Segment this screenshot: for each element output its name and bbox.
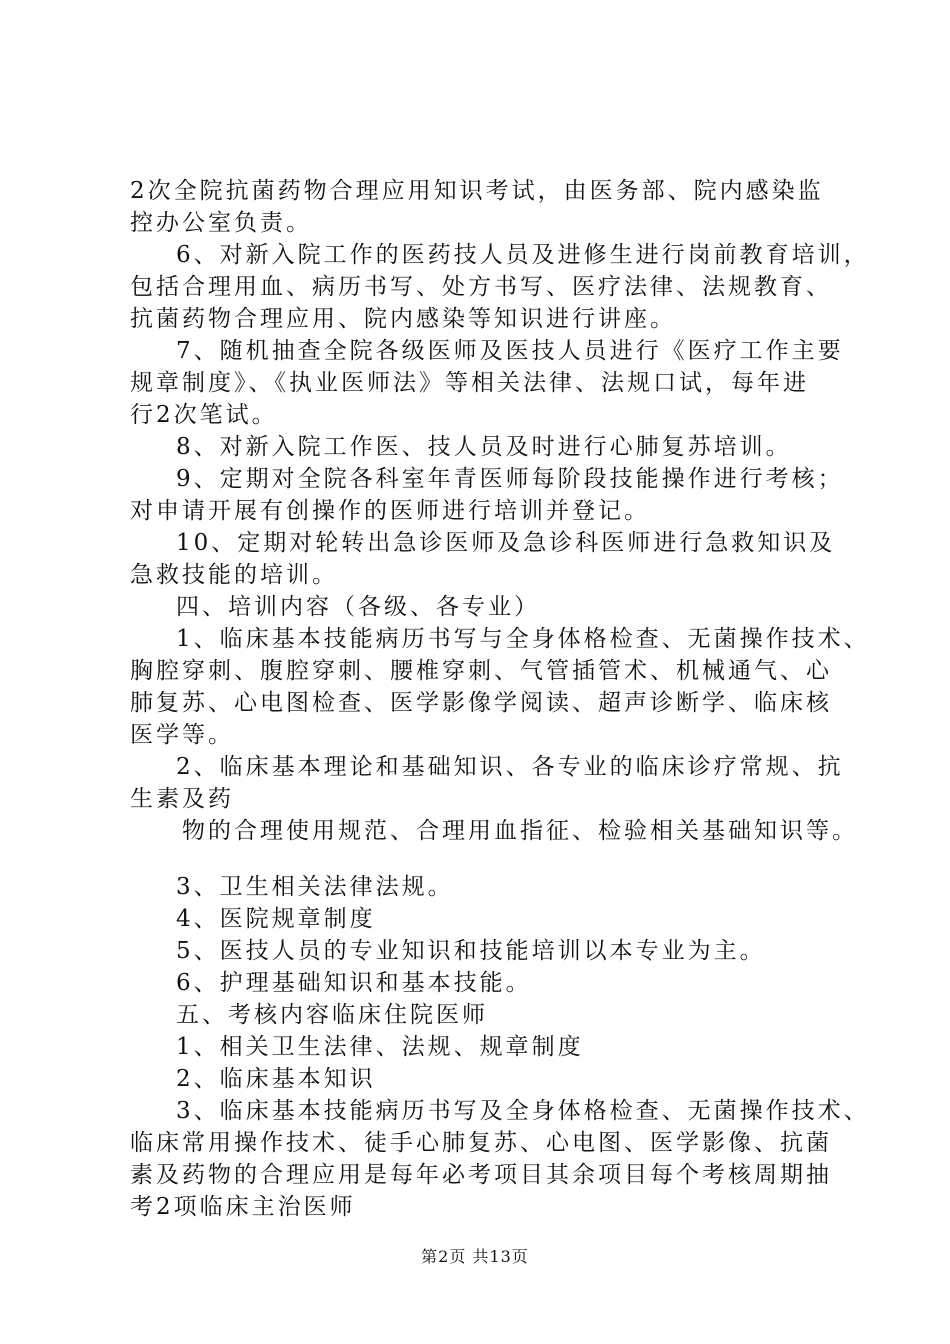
text-line: 考2项临床主治医师 xyxy=(130,1194,356,1220)
text-line: 对申请开展有创操作的医师进行培训并登记。 xyxy=(130,498,650,524)
text-line: 4、医院规章制度 xyxy=(176,906,376,932)
text-line: 规章制度》、《执业医师法》等相关法律、法规口试，每年进 xyxy=(130,370,809,396)
text-line: 6、护理基础知识和基本技能。 xyxy=(176,970,532,996)
text-line: 3、卫生相关法律法规。 xyxy=(176,874,454,900)
text-line: 3、临床基本技能病历书写及全身体格检查、无菌操作技术、 xyxy=(176,1098,870,1124)
text-line: 素及药物的合理应用是每年必考项目其余项目每个考核周期抽 xyxy=(130,1162,832,1188)
text-line: 肺复苏、心电图检查、医学影像学阅读、超声诊断学、临床核 xyxy=(130,690,832,716)
text-line: 2、临床基本知识 xyxy=(176,1066,376,1092)
text-line: 1、相关卫生法律、法规、规章制度 xyxy=(176,1034,584,1060)
text-line: 四、培训内容（各级、各专业） xyxy=(176,594,540,620)
text-line: 8、对新入院工作医、技人员及时进行心肺复苏培训。 xyxy=(176,434,792,460)
text-line: 抗菌药物合理应用、院内感染等知识进行讲座。 xyxy=(130,306,676,332)
text-line: 临床常用操作技术、徒手心肺复苏、心电图、医学影像、抗菌 xyxy=(130,1130,832,1156)
text-line: 6、对新入院工作的医药技人员及进修生进行岗前教育培训， xyxy=(176,242,870,268)
text-line: 生素及药 xyxy=(130,786,234,812)
text-line: 7、随机抽查全院各级医师及医技人员进行《医疗工作主要 xyxy=(176,338,844,364)
text-line: 行2次笔试。 xyxy=(130,402,278,428)
text-line: 胸腔穿刺、腹腔穿刺、腰椎穿刺、气管插管术、机械通气、心 xyxy=(130,658,832,684)
text-line: 1、临床基本技能病历书写与全身体格检查、无菌操作技术、 xyxy=(176,626,870,652)
text-line: 2、临床基本理论和基础知识、各专业的临床诊疗常规、抗 xyxy=(176,754,844,780)
text-line: 5、医技人员的专业知识和技能培训以本专业为主。 xyxy=(176,938,766,964)
text-line: 10、定期对轮转出急诊医师及急诊科医师进行急救知识及 xyxy=(176,530,836,556)
text-line: 五、考核内容临床住院医师 xyxy=(176,1002,488,1028)
text-line xyxy=(130,847,850,871)
text-line: 包括合理用血、病历书写、处方书写、医疗法律、法规教育、 xyxy=(130,274,832,300)
text-line: 2次全院抗菌药物合理应用知识考试，由医务部、院内感染监 xyxy=(130,178,824,204)
text-line: 9、定期对全院各科室年青医师每阶段技能操作进行考核； xyxy=(176,466,844,492)
document-body xyxy=(130,175,870,1223)
text-line: 急救技能的培训。 xyxy=(130,562,338,588)
page-footer: 第2页 共13页 xyxy=(421,1247,529,1266)
text-line: 物的合理使用规范、合理用血指征、检验相关基础知识等。 xyxy=(182,818,858,844)
text-line: 医学等。 xyxy=(130,722,234,748)
text-line: 控办公室负责。 xyxy=(130,210,312,236)
